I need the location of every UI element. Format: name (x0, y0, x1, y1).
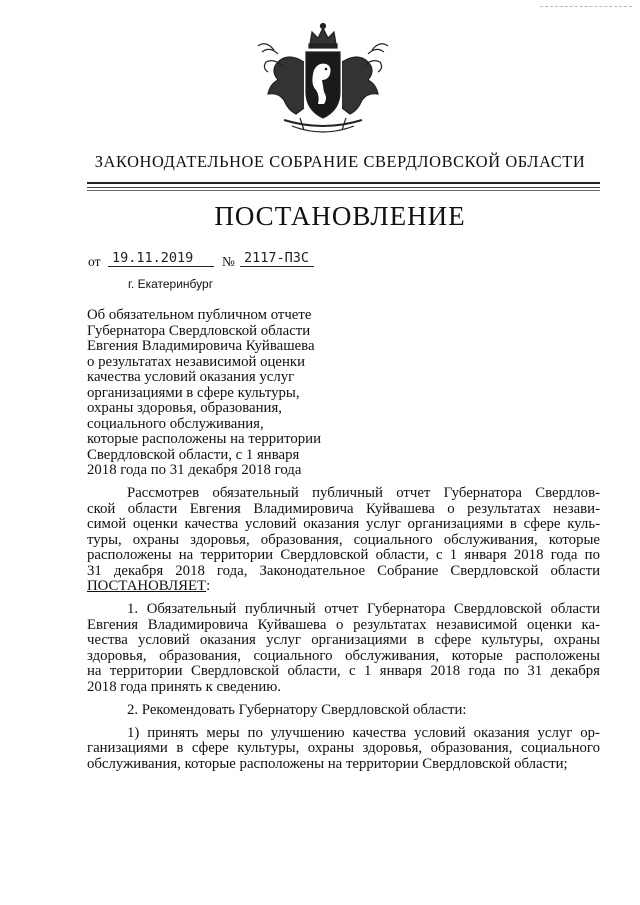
item-1-line: Евгения Владимировича Куйвашева о результатах независимой оценки ка- (87, 616, 600, 633)
coat-of-arms-icon (248, 22, 398, 140)
item-1-line: чества условий оказания услуг организациями в сфере культуры, охраны (87, 632, 600, 648)
item-1-line: здоровья, образования, социального обслуживания, которые расположены (87, 647, 600, 664)
preamble-paragraph (87, 486, 600, 595)
item-1-line: 1. Обязательный публичный отчет Губернатора Свердловской области (127, 601, 600, 617)
subject-line: которые расположены на территории (87, 431, 321, 447)
item-2-1-paragraph (87, 726, 600, 773)
item-1-line: 2018 года принять к сведению. (87, 678, 282, 695)
item-1-paragraph (87, 602, 600, 695)
preamble-line: ской области Евгения Владимировича Куйвашева о результатах незави- (87, 500, 600, 517)
document-date: 19.11.2019 (108, 250, 214, 267)
date-prefix: от (88, 254, 101, 269)
preamble-line: 31 декабря 2018 года, Законодательное Собрание Свердловской области (87, 562, 600, 579)
registration-line (88, 250, 418, 272)
preamble-line: Рассмотрев обязательный публичный отчет Губернатора Свердлов- (127, 485, 600, 501)
header-rule (87, 190, 600, 191)
preamble-line: симой оценки качества условий оказания услуг организациями в сфере куль- (87, 516, 600, 532)
subject-line: о результатах независимой оценки (87, 353, 306, 370)
item-2-1-line: 1) принять меры по улучшению качества условий оказания услуг ор- (127, 724, 600, 741)
preamble-line: расположены на территории Свердловской области, с 1 января 2018 года по (87, 547, 600, 563)
subject-line: Свердловской области, с 1 января (87, 446, 300, 463)
resolves-suffix: : (206, 578, 211, 594)
subject-line: охраны здоровья, образования, (87, 400, 282, 416)
subject-line: социального обслуживания, (87, 415, 264, 432)
item-1-line: на территории Свердловской области, с 1 января 2018 года по 31 декабря (87, 663, 600, 679)
subject-line: 2018 года по 31 декабря 2018 года (87, 462, 302, 478)
subject-line: качества условий оказания услуг (87, 369, 295, 385)
document-type-title: ПОСТАНОВЛЕНИЕ (214, 201, 466, 231)
resolves-keyword: ПОСТАНОВЛЯЕТ (87, 578, 207, 594)
document-number: 2117-ПЗС (240, 250, 314, 267)
preamble-line: туры, охраны здоровья, образования, социального обслуживания, которые (87, 531, 600, 548)
subject-line: Об обязательном публичном отчете (87, 307, 312, 323)
number-prefix: № (222, 254, 235, 269)
item-2-1-line: обслуживания, которые расположены на территории Свердловской области; (87, 755, 568, 772)
document-body (87, 486, 600, 780)
organization-title: ЗАКОНОДАТЕЛЬНОЕ СОБРАНИЕ СВЕРДЛОВСКОЙ ОБЛАСТИ (94, 152, 586, 171)
item-2-1-line: ганизациями в сфере культуры, охраны здоровья, образования, социального (87, 740, 600, 756)
document-subject (87, 308, 357, 479)
header-rule (87, 187, 600, 188)
item-2-paragraph (87, 703, 600, 719)
scan-mark (540, 6, 632, 11)
subject-line: организациями в сфере культуры, (87, 384, 300, 401)
header-rule (87, 182, 600, 184)
subject-line: Губернатора Свердловской области (87, 322, 311, 339)
city: г. Екатеринбург (128, 277, 214, 291)
item-2-line: 2. Рекомендовать Губернатору Свердловской области: (127, 701, 467, 718)
subject-line: Евгения Владимировича Куйвашева (87, 338, 315, 354)
